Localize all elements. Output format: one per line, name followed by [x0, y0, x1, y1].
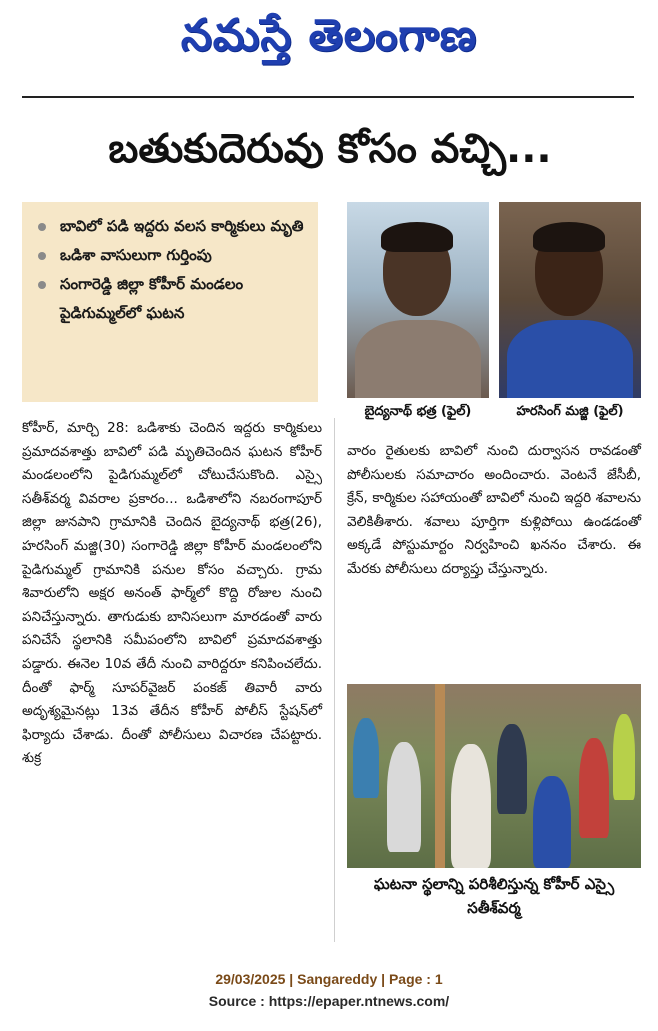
scene-person [497, 724, 527, 814]
highlight-text: సంగారెడ్డి జిల్లా కోహీర్ మండలం పైడిగుమ్మల్‌లో ఘటన [60, 275, 244, 322]
photo-hair [381, 222, 453, 252]
photo-shirt [507, 320, 633, 398]
column-divider [334, 418, 335, 942]
newspaper-logo: నమస్తే తెలంగాణ [180, 10, 478, 61]
scene-person [387, 742, 421, 852]
bullet-icon [38, 281, 46, 289]
article-body-column-2: వారం రైతులకు బావిలో నుంచి దుర్వాసన రావడంతో పోలీసులకు సమాచారం అందించారు. వెంటనే జేసీబీ, క్రేన్, కార్మికుల సహాయంతో బావిలో నుంచి ఇద్దరి శవాలను వెలికితీశారు. శవాలు పూర్తిగా కుళ్లిపోయి ఉండడంతో అక్కడే పోస్టుమార్టం నిర్వహించి ఖననం చేశారు. ఈ మేరకు పోలీసులు దర్యాప్తు చేస్తున్నారు. [347, 443, 641, 577]
scene-person [451, 744, 491, 868]
footer-date-line: 29/03/2025 | Sangareddy | Page : 1 [215, 971, 443, 987]
footer-source-link[interactable]: Source : https://epaper.ntnews.com/ [208, 993, 450, 1009]
highlight-item [36, 270, 308, 328]
scene-photo-caption: ఘటనా స్థలాన్ని పరిశీలిస్తున్న కోహీర్ ఎస్సై సతీశ్‌వర్మ [373, 875, 615, 917]
highlight-item [36, 241, 308, 270]
incident-scene-photo [347, 684, 641, 868]
scene-person [353, 718, 379, 798]
highlights-box [22, 202, 318, 402]
highlight-text: బావిలో పడి ఇద్దరు వలస కార్మికులు మృతి [60, 217, 304, 235]
top-rule [22, 96, 634, 98]
scene-person [579, 738, 609, 838]
photo-caption-2: హరసింగ్ మజ్జి (ఫైల్) [516, 404, 624, 419]
bullet-icon [38, 223, 46, 231]
bullet-icon [38, 252, 46, 260]
victim-photo-1 [347, 202, 489, 398]
article-headline: బతుకుదెరువు కోసం వచ్చి... [108, 126, 552, 172]
photo-caption-1: బైద్యనాథ్ భత్ర (ఫైల్) [364, 404, 472, 419]
article-body-column-1: కోహీర్, మార్చి 28: ఒడిశాకు చెందిన ఇద్దరు కార్మికులు ప్రమాదవశాత్తు బావిలో పడి మృతిచెందిన ఘటన కోహీర్ మండలంలోని పైడిగుమ్మల్‌లో చోటుచేసుకొంది. ఎస్సై సతీశ్‌వర్మ వివరాల ప్రకారం... ఒడిశాలోని నబరంగాపూర్ జిల్లా జునపాని గ్రామానికి చెందిన బైద్యనాథ్ భత్ర(26), హరసింగ్ మజ్జి(30) సంగారెడ్డి జిల్లా కోహీర్ మండలంలోని పైడిగుమ్మల్ గ్రామానికి పనుల కోసం వచ్చారు. గ్రామ శివారులోని అక్షర అనంత్ ఫార్మ్‌లో కొద్ది రోజుల నుంచి పనిచేస్తున్నారు. తాగుడుకు బానిసలుగా మారడంతో వారు పనిచేసే స్థలానికి సమీపంలోని బావిలో ప్రమాదవశాత్తు పడ్డారు. ఈనెల 10వ తేదీ నుంచి వారిద్దరూ కనిపించలేదు. దీంతో ఫార్మ్ సూపర్‌వైజర్ పంకజ్ తివారీ వారు అదృశ్యమైనట్లు 13వ తేదీన కోహీర్ పోలీస్ స్టేషన్‌లో ఫిర్యాదు చేశాడు. దీంతో పోలీసులు విచారణ చేపట్టారు. శుక్ర [22, 420, 322, 767]
photo-shirt [355, 320, 481, 398]
page-footer [0, 968, 658, 1012]
scene-person [613, 714, 635, 800]
scene-pole [435, 684, 445, 868]
highlight-item [36, 212, 308, 241]
masthead [0, 0, 658, 82]
photo-hair [533, 222, 605, 252]
victim-photo-2 [499, 202, 641, 398]
highlight-text: ఒడిశా వాసులుగా గుర్తింపు [60, 246, 212, 264]
scene-person [533, 776, 571, 868]
